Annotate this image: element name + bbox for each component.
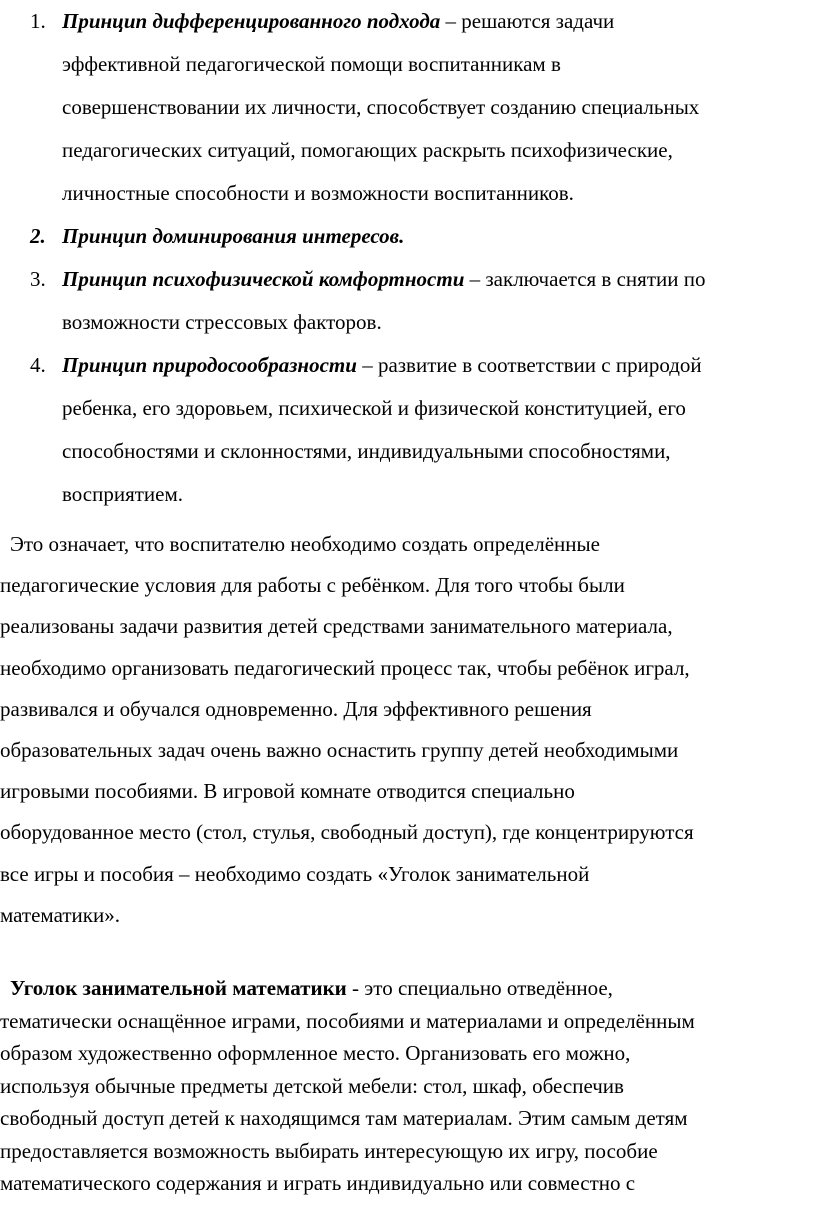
paragraph-line: необходимо организовать педагогический процесс так, чтобы ребёнок играл, — [0, 655, 690, 680]
paragraph-line: реализованы задачи развития детей средствами занимательного материала, — [0, 614, 673, 639]
list-item-line: восприятием. — [62, 482, 184, 506]
list-item-line: педагогических ситуаций, помогающих раскрыть психофизические, — [62, 138, 673, 162]
list-item-principle-4 — [0, 344, 816, 516]
principle-text: – заключается в снятии по — [464, 267, 706, 291]
list-item-line — [62, 344, 816, 387]
list-item-principle-2 — [0, 215, 816, 258]
paragraph-line: тематически оснащённое играми, пособиями и материалами и определённым — [0, 1008, 695, 1033]
paragraph-line: используя обычные предметы детской мебели: стол, шкаф, обеспечив — [0, 1073, 624, 1098]
list-number: 3. — [30, 267, 46, 291]
paragraph-line: образом художественно оформленное место. Организовать его можно, — [0, 1041, 631, 1065]
paragraph-line: математического содержания и играть индивидуально или совместно с — [0, 1171, 636, 1195]
principle-term: Принцип психофизической комфортности — [62, 267, 465, 291]
paragraph-text: - это специально отведённое, — [346, 976, 613, 1000]
principle-term: Принцип природосообразности — [62, 353, 357, 377]
paragraph-lead-term: Уголок занимательной математики — [10, 976, 347, 1000]
list-item-line: возможности стрессовых факторов. — [62, 310, 382, 334]
list-item-principle-1 — [0, 0, 816, 215]
paragraph-line: оборудованное место (стол, стулья, свободный доступ), где концентрируются — [0, 820, 694, 845]
list-item-line — [62, 215, 816, 258]
paragraph-line: предоставляется возможность выбирать интересующую их игру, пособие — [0, 1138, 658, 1163]
principle-term: Принцип доминирования интересов. — [62, 224, 405, 248]
list-item-line: личностные способности и возможности воспитанников. — [62, 181, 574, 205]
list-item-line: ребенка, его здоровьем, психической и физической конституцией, его — [62, 396, 686, 420]
paragraph-line: игровыми пособиями. В игровой комнате отводится специально — [0, 779, 575, 804]
principles-list — [0, 0, 816, 516]
list-number: 4. — [30, 353, 46, 377]
list-number: 1. — [30, 9, 46, 33]
principle-text: – развитие в соответствии с природой — [356, 353, 702, 377]
list-item-line: эффективной педагогической помощи воспитанникам в — [62, 52, 561, 76]
paragraph-line — [0, 972, 816, 1005]
paragraph-line: математики». — [0, 902, 120, 927]
principle-term: Принцип дифференцированного подхода — [62, 9, 441, 33]
list-item-line — [62, 0, 816, 43]
paragraph-line: все игры и пособия – необходимо создать «Уголок занимательной — [0, 861, 590, 886]
principle-text: – решаются задачи — [440, 9, 615, 33]
paragraph-line: Это означает, что воспитателю необходимо создать определённые — [10, 532, 600, 556]
paragraph-conditions — [0, 524, 816, 936]
list-item-line — [62, 258, 816, 301]
paragraph-math-corner — [0, 972, 816, 1200]
list-item-line: способностями и склонностями, индивидуальными способностями, — [62, 439, 671, 463]
paragraph-line: свободный доступ детей к находящимся там материалам. Этим самым детям — [0, 1106, 688, 1130]
paragraph-line: развивался и обучался одновременно. Для эффективного решения — [0, 696, 592, 721]
paragraph-line: образовательных задач очень важно оснастить группу детей необходимыми — [0, 738, 679, 763]
paragraph-line: педагогические условия для работы с ребёнком. Для того чтобы были — [0, 573, 625, 598]
list-item-line: совершенствовании их личности, способствует созданию специальных — [62, 95, 700, 119]
list-number: 2. — [30, 224, 46, 248]
list-item-principle-3 — [0, 258, 816, 344]
